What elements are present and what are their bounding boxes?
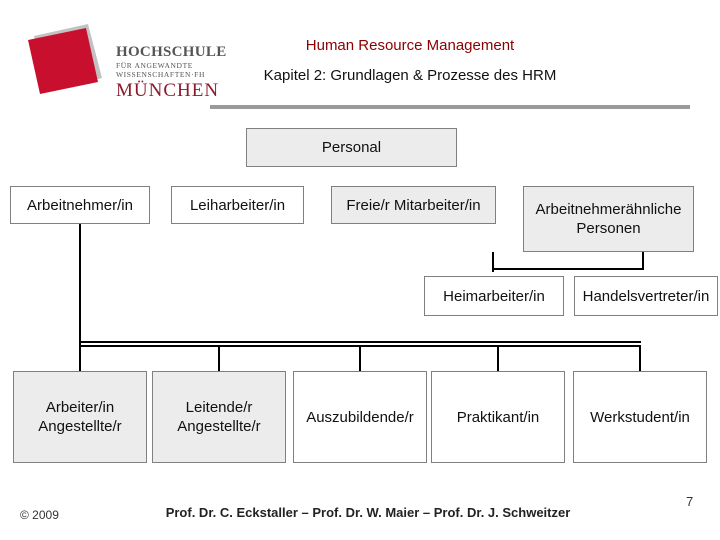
- node-heimarbeiter: [424, 276, 564, 316]
- connector-line: [79, 341, 641, 343]
- connector-line: [79, 222, 81, 346]
- logo-line-4: MÜNCHEN: [116, 80, 220, 101]
- node-arbeiter-angestellte: [13, 371, 147, 463]
- node-praktikant: [431, 371, 565, 463]
- node-auszubildende: [293, 371, 427, 463]
- node-leitende-angestellte: [152, 371, 286, 463]
- node-label: Personal: [321, 139, 382, 156]
- node-label: Leiharbeiter/in: [189, 196, 286, 214]
- page-subtitle: Kapitel 2: Grundlagen & Prozesse des HRM: [263, 67, 557, 84]
- logo-text: [116, 44, 227, 101]
- node-personal: [246, 128, 457, 167]
- connector-line: [359, 345, 361, 371]
- logo-mark-icon: [28, 22, 106, 94]
- node-label: Arbeiter/in Angestellte/r: [38, 399, 122, 435]
- copyright: © 2009: [20, 508, 59, 522]
- page-number: 7: [686, 494, 694, 509]
- connector-line: [79, 345, 81, 371]
- node-label: Leitende/r Angestellte/r: [177, 399, 261, 435]
- node-label: Arbeitnehmerähnliche Personen: [535, 201, 682, 237]
- logo-line-1: HOCHSCHULE: [116, 44, 227, 60]
- node-freie-mitarbeiter: [331, 186, 496, 224]
- node-werkstudent: [573, 371, 707, 463]
- page-title: Human Resource Management: [305, 37, 515, 54]
- node-label: Freie/r Mitarbeiter/in: [346, 196, 481, 214]
- authors: Prof. Dr. C. Eckstaller – Prof. Dr. W. Maier – Prof. Dr. J. Schweitzer: [165, 505, 571, 520]
- node-handelsvertreter: [574, 276, 718, 316]
- node-arbeitnehmeraehnliche: [523, 186, 694, 252]
- connector-line: [218, 345, 220, 371]
- header-divider: [210, 105, 690, 109]
- node-label: Praktikant/in: [456, 408, 540, 426]
- node-label: Handelsvertreter/in: [582, 287, 710, 305]
- node-label: Werkstudent/in: [590, 408, 690, 426]
- connector-line: [642, 252, 644, 270]
- node-leiharbeiter: [171, 186, 304, 224]
- connector-line: [497, 345, 499, 371]
- node-label: Heimarbeiter/in: [443, 287, 545, 305]
- node-arbeitnehmer: [10, 186, 150, 224]
- connector-line: [492, 268, 644, 270]
- node-label: Auszubildende/r: [306, 408, 414, 426]
- logo-line-2: FÜR ANGEWANDTE: [116, 61, 193, 70]
- connector-line: [639, 345, 641, 371]
- logo-line-3: WISSENSCHAFTEN·FH: [116, 70, 205, 79]
- node-label: Arbeitnehmer/in: [27, 196, 133, 214]
